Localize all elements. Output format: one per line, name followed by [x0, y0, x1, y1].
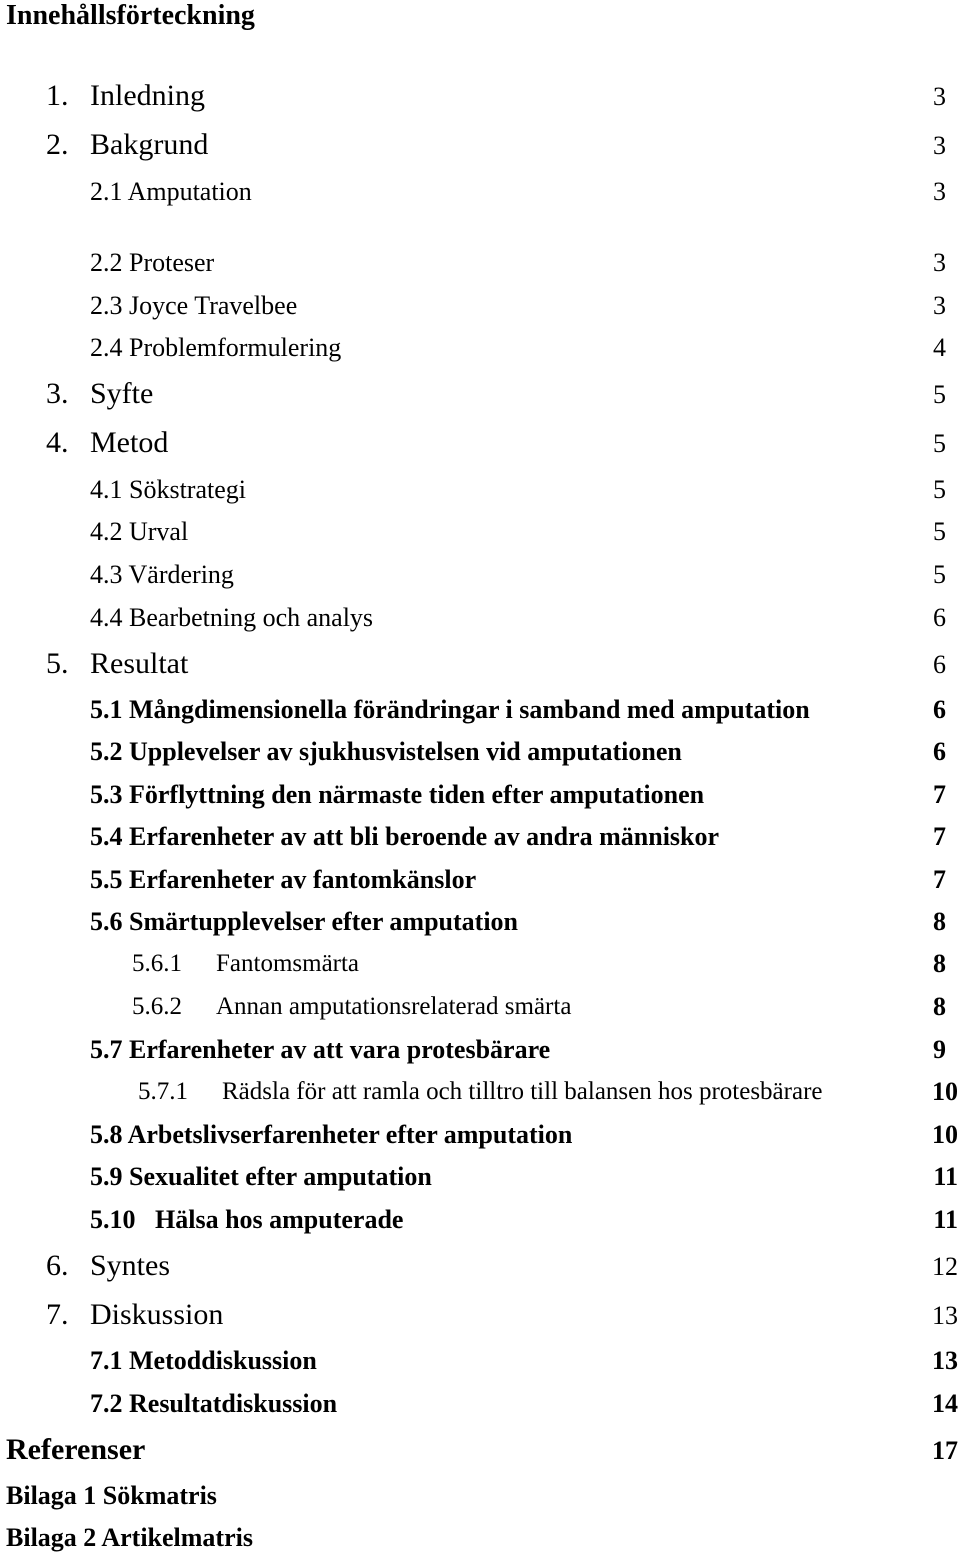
toc-entry-joyce-travelbee[interactable] — [0, 293, 960, 321]
toc-entry-page: 4 — [933, 333, 946, 362]
toc-entry-page: 5 — [933, 429, 946, 458]
toc-entry-number: 3. — [46, 377, 69, 410]
toc-entry-bearbetning[interactable] — [0, 605, 960, 633]
toc-entry-label: 2.4 Problemformulering — [90, 333, 342, 362]
toc-entry-label: 4.4 Bearbetning och analys — [90, 603, 374, 632]
toc-entry-label: 5.5 Erfarenheter av fantomkänslor — [90, 865, 477, 894]
toc-entry-page: 5 — [933, 560, 946, 589]
toc-entry-label: 5.1 Mångdimensionella förändringar i samband med amputation — [90, 695, 810, 724]
toc-entry-5-4[interactable] — [0, 824, 960, 852]
toc-entry-page: 11 — [933, 1162, 958, 1191]
toc-entry-label: Bakgrund — [90, 128, 209, 161]
toc-entry-label: 5.7 Erfarenheter av att vara protesbärare — [90, 1035, 551, 1064]
toc-entry-inledning[interactable] — [0, 81, 960, 113]
toc-entry-5-6[interactable] — [0, 909, 960, 937]
toc-entry-number: 5.6.2 — [132, 993, 182, 1020]
toc-entry-page: 5 — [933, 380, 946, 409]
toc-entry-label: Bilaga 1 Sökmatris — [6, 1481, 217, 1510]
toc-entry-page: 11 — [933, 1205, 958, 1234]
toc-entry-page: 7 — [933, 865, 946, 894]
toc-entry-page: 9 — [933, 1035, 946, 1064]
toc-entry-5-9[interactable] — [0, 1164, 960, 1192]
toc-entry-page: 8 — [933, 907, 946, 936]
toc-entry-urval[interactable] — [0, 519, 960, 547]
toc-entry-label: 5.6 Smärtupplevelser efter amputation — [90, 907, 518, 936]
toc-entry-label: 4.2 Urval — [90, 517, 189, 546]
toc-entry-number: 6. — [46, 1249, 69, 1282]
toc-entry-number: 7. — [46, 1298, 69, 1331]
toc-entry-label: Fantomsmärta — [216, 950, 360, 977]
toc-entry-7-1[interactable] — [0, 1348, 960, 1376]
toc-entry-label: Annan amputationsrelaterad smärta — [216, 993, 572, 1020]
toc-entry-label: 4.1 Sökstrategi — [90, 475, 246, 504]
toc-entry-label: Syntes — [90, 1249, 171, 1282]
toc-entry-page: 7 — [933, 780, 946, 809]
toc-title: Innehållsförteckning — [6, 0, 255, 31]
toc-entry-5-3[interactable] — [0, 782, 960, 810]
toc-entry-page: 5 — [933, 475, 946, 504]
toc-entry-page: 6 — [933, 650, 946, 679]
toc-entry-referenser[interactable] — [0, 1435, 960, 1467]
toc-entry-number: 1. — [46, 79, 69, 112]
toc-entry-page: 3 — [933, 248, 946, 277]
toc-entry-amputation[interactable] — [0, 179, 960, 207]
toc-entry-page: 8 — [933, 949, 946, 978]
toc-entry-7-2[interactable] — [0, 1391, 960, 1419]
toc-entry-label: Referenser — [6, 1433, 146, 1466]
toc-entry-vardering[interactable] — [0, 562, 960, 590]
toc-entry-page: 8 — [933, 992, 946, 1021]
toc-entry-5-5[interactable] — [0, 867, 960, 895]
toc-entry-5-1[interactable] — [0, 697, 960, 725]
toc-entry-number: 4. — [46, 426, 69, 459]
toc-entry-bilaga-1[interactable] — [0, 1483, 960, 1511]
toc-entry-label: 4.3 Värdering — [90, 560, 234, 589]
toc-entry-label: Diskussion — [90, 1298, 224, 1331]
toc-entry-label: Syfte — [90, 377, 154, 410]
toc-entry-label: Rädsla för att ramla och tilltro till balansen hos protesbärare — [222, 1078, 823, 1105]
toc-entry-page: 13 — [932, 1301, 958, 1330]
toc-entry-page: 6 — [933, 603, 946, 632]
toc-entry-5-8[interactable] — [0, 1122, 960, 1150]
toc-entry-page: 6 — [933, 695, 946, 724]
toc-entry-proteser[interactable] — [0, 250, 960, 278]
toc-entry-page: 7 — [933, 822, 946, 851]
toc-entry-5-6-2[interactable] — [0, 994, 960, 1022]
toc-entry-page: 3 — [933, 177, 946, 206]
toc-entry-label: 5.10 Hälsa hos amputerade — [90, 1205, 404, 1234]
toc-entry-label: 2.1 Amputation — [90, 177, 252, 206]
toc-entry-page: 3 — [933, 291, 946, 320]
toc-entry-diskussion[interactable] — [0, 1300, 960, 1332]
toc-entry-page: 13 — [932, 1346, 958, 1375]
toc-entry-5-7[interactable] — [0, 1037, 960, 1065]
toc-entry-page: 5 — [933, 517, 946, 546]
toc-entry-label: Bilaga 2 Artikelmatris — [6, 1523, 253, 1552]
toc-entry-label: 2.2 Proteser — [90, 248, 215, 277]
toc-entry-5-7-1[interactable] — [0, 1079, 960, 1107]
toc-entry-page: 3 — [933, 131, 946, 160]
toc-entry-number: 5.7.1 — [138, 1078, 188, 1105]
toc-entry-label: Metod — [90, 426, 169, 459]
toc-entry-metod[interactable] — [0, 428, 960, 460]
toc-entry-label: 7.1 Metoddiskussion — [90, 1346, 317, 1375]
toc-entry-page: 6 — [933, 737, 946, 766]
toc-entry-syntes[interactable] — [0, 1251, 960, 1283]
toc-entry-page: 12 — [932, 1252, 958, 1281]
toc-entry-label: Resultat — [90, 647, 189, 680]
toc-entry-page: 10 — [932, 1120, 958, 1149]
toc-entry-label: 5.2 Upplevelser av sjukhusvistelsen vid amputationen — [90, 737, 682, 766]
toc-entry-sokstrategi[interactable] — [0, 477, 960, 505]
toc-entry-resultat[interactable] — [0, 649, 960, 681]
toc-entry-problemformulering[interactable] — [0, 335, 960, 363]
toc-entry-label: Inledning — [90, 79, 205, 112]
toc-entry-syfte[interactable] — [0, 379, 960, 411]
toc-entry-label: 5.3 Förflyttning den närmaste tiden efter amputationen — [90, 780, 705, 809]
toc-entry-label: 7.2 Resultatdiskussion — [90, 1389, 338, 1418]
toc-entry-label: 5.8 Arbetslivserfarenheter efter amputation — [90, 1120, 573, 1149]
toc-entry-page: 14 — [932, 1389, 958, 1418]
toc-entry-5-2[interactable] — [0, 739, 960, 767]
toc-entry-number: 2. — [46, 128, 69, 161]
toc-entry-bilaga-2[interactable] — [0, 1525, 960, 1553]
toc-entry-5-6-1[interactable] — [0, 951, 960, 979]
toc-entry-label: 5.9 Sexualitet efter amputation — [90, 1162, 432, 1191]
toc-entry-label: 5.4 Erfarenheter av att bli beroende av andra människor — [90, 822, 720, 851]
toc-entry-page: 17 — [932, 1436, 958, 1465]
toc-entry-number: 5.6.1 — [132, 950, 182, 977]
toc-entry-page: 10 — [932, 1077, 958, 1106]
toc-entry-number: 5. — [46, 647, 69, 680]
toc-entry-bakgrund[interactable] — [0, 130, 960, 162]
toc-entry-5-10[interactable] — [0, 1207, 960, 1235]
toc-entry-page: 3 — [933, 82, 946, 111]
toc-entry-label: 2.3 Joyce Travelbee — [90, 291, 298, 320]
